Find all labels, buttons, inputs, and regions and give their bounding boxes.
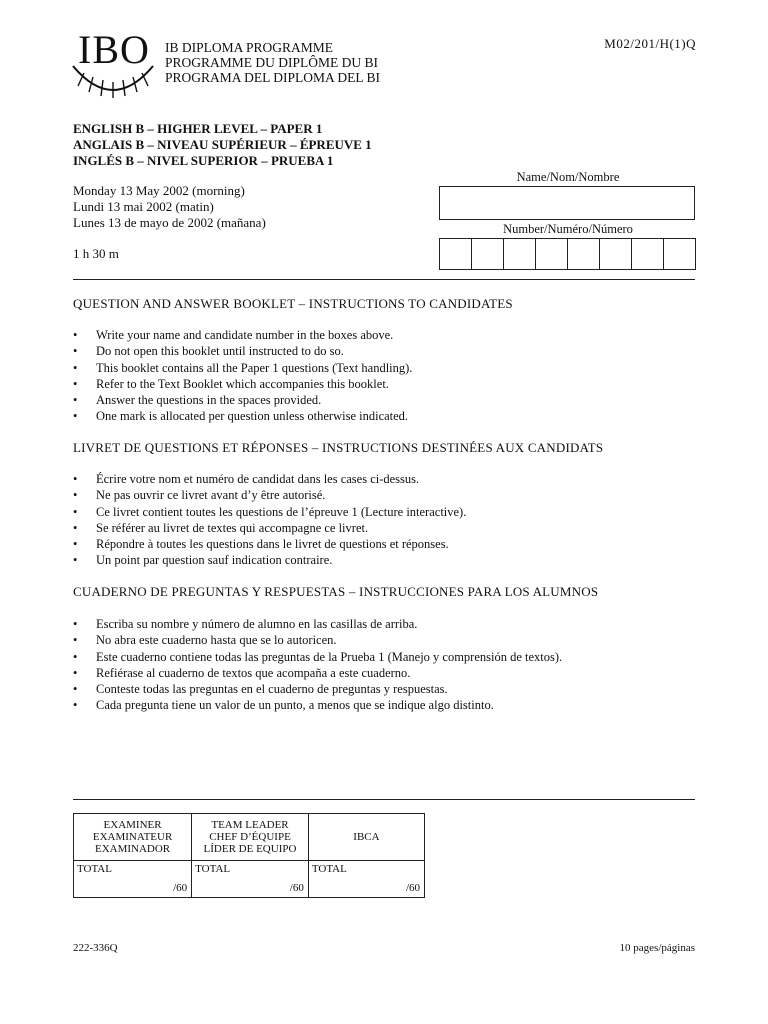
section-title-es: CUADERNO DE PREGUNTAS Y RESPUESTAS – INSTRUCCIONES PARA LOS ALUMNOS <box>73 584 599 599</box>
header-line: CHEF D’ÉQUIPE <box>209 831 291 843</box>
name-label: Name/Nom/Nombre <box>516 170 620 184</box>
total-denominator: /60 <box>289 882 304 894</box>
subject-line-fr: ANGLAIS B – NIVEAU SUPÉRIEUR – ÉPREUVE 1 <box>73 137 372 152</box>
list-item <box>73 360 412 376</box>
list-item-text: Do not open this booklet until instructed to do so. <box>96 344 344 359</box>
team-leader-header <box>192 814 309 861</box>
bullet-icon: • <box>73 344 78 359</box>
number-cell[interactable] <box>632 239 664 269</box>
bullet-icon: • <box>73 504 78 519</box>
header-line: EXAMINADOR <box>94 843 171 855</box>
number-cell[interactable] <box>504 239 536 269</box>
subject-line-es: INGLÉS B – NIVEL SUPERIOR – PRUEBA 1 <box>73 153 334 168</box>
bullet-icon: • <box>73 520 78 535</box>
bullet-icon: • <box>73 488 78 503</box>
list-item <box>73 392 412 408</box>
candidate-number-field[interactable] <box>439 238 696 270</box>
header-line: IBCA <box>353 831 380 843</box>
list-item-text: Refiérase al cuaderno de textos que acompaña a este cuaderno. <box>96 665 411 680</box>
ibo-logo-arc <box>70 62 156 102</box>
list-item <box>73 632 562 648</box>
subject-titles <box>73 121 372 169</box>
bullet-icon: • <box>73 633 78 648</box>
marks-table <box>73 813 425 898</box>
list-item-text: Cada pregunta tiene un valor de un punto, a menos que se indique algo distinto. <box>96 698 494 713</box>
table-row <box>74 861 425 898</box>
bullet-icon: • <box>73 537 78 552</box>
header-line: EXAMINATEUR <box>92 831 173 843</box>
exam-duration: 1 h 30 m <box>73 246 119 261</box>
programme-line-fr: PROGRAMME DU DIPLÔME DU BI <box>165 55 379 70</box>
date-line-fr: Lundi 13 mai 2002 (matin) <box>73 199 214 214</box>
list-item <box>73 520 466 536</box>
header-line: TEAM LEADER <box>211 819 289 831</box>
instructions-list-es <box>73 616 562 714</box>
list-item <box>73 408 412 424</box>
footer-divider <box>73 799 695 800</box>
list-item-text: Écrire votre nom et numéro de candidat dans les cases ci-dessus. <box>96 472 420 486</box>
total-label: TOTAL <box>311 863 347 875</box>
number-cell[interactable] <box>568 239 600 269</box>
bullet-icon: • <box>73 617 78 631</box>
bullet-icon: • <box>73 409 78 424</box>
footer-code: 222-336Q <box>73 942 118 954</box>
header-line: EXAMINER <box>103 819 162 831</box>
ibca-header <box>308 814 424 861</box>
ibo-logo: IBO <box>78 27 150 72</box>
list-item <box>73 681 562 697</box>
list-item-text: Este cuaderno contiene todas las preguntas de la Prueba 1 (Manejo y comprensión de textos). <box>96 649 563 664</box>
header-line: LÍDER DE EQUIPO <box>203 843 297 855</box>
list-item <box>73 327 412 343</box>
bullet-icon: • <box>73 376 78 391</box>
date-line-es: Lunes 13 de mayo de 2002 (mañana) <box>73 215 266 230</box>
bullet-icon: • <box>73 393 78 408</box>
bullet-icon: • <box>73 682 78 697</box>
list-item <box>73 552 466 568</box>
list-item <box>73 665 562 681</box>
examiner-header <box>74 814 192 861</box>
number-cell[interactable] <box>664 239 696 269</box>
bullet-icon: • <box>73 553 78 568</box>
total-denominator: /60 <box>405 882 420 894</box>
section-title-en: QUESTION AND ANSWER BOOKLET – INSTRUCTIONS TO CANDIDATES <box>73 296 513 311</box>
programme-line-es: PROGRAMA DEL DIPLOMA DEL BI <box>165 70 381 85</box>
list-item <box>73 471 466 487</box>
paper-code: M02/201/H(1)Q <box>604 36 696 51</box>
list-item-text: One mark is allocated per question unless otherwise indicated. <box>96 409 409 424</box>
total-denominator: /60 <box>173 882 188 894</box>
number-label: Number/Numéro/Número <box>503 222 633 236</box>
exam-dates <box>73 183 266 231</box>
list-item <box>73 504 466 520</box>
team-leader-total-cell[interactable] <box>192 861 309 898</box>
bullet-icon: • <box>73 649 78 664</box>
list-item <box>73 487 466 503</box>
list-item <box>73 697 562 713</box>
bullet-icon: • <box>73 698 78 713</box>
instructions-list-en <box>73 327 412 425</box>
list-item-text: Un point par question sauf indication contraire. <box>96 553 333 568</box>
list-item <box>73 376 412 392</box>
ibca-total-cell[interactable] <box>308 861 424 898</box>
list-item <box>73 616 562 632</box>
list-item <box>73 649 562 665</box>
number-cell[interactable] <box>440 239 472 269</box>
programme-names <box>165 40 380 85</box>
header-divider <box>73 279 695 280</box>
number-cell[interactable] <box>600 239 632 269</box>
footer-pages: 10 pages/páginas <box>619 942 695 954</box>
list-item-text: Ne pas ouvrir ce livret avant d’y être autorisé. <box>96 488 326 503</box>
list-item-text: Conteste todas las preguntas en el cuaderno de preguntas y respuestas. <box>96 682 448 697</box>
list-item-text: Escriba su nombre y número de alumno en las casillas de arriba. <box>96 617 418 631</box>
subject-line-en: ENGLISH B – HIGHER LEVEL – PAPER 1 <box>73 121 323 136</box>
programme-line-en: IB DIPLOMA PROGRAMME <box>165 40 334 55</box>
examiner-total-cell[interactable] <box>74 861 192 898</box>
list-item <box>73 343 412 359</box>
list-item-text: Refer to the Text Booklet which accompanies this booklet. <box>96 376 389 391</box>
list-item-text: Répondre à toutes les questions dans le livret de questions et réponses. <box>96 537 449 552</box>
number-cell[interactable] <box>472 239 504 269</box>
name-field[interactable] <box>439 186 695 220</box>
instructions-list-fr <box>73 471 466 569</box>
section-title-fr: LIVRET DE QUESTIONS ET RÉPONSES – INSTRUCTIONS DESTINÉES AUX CANDIDATS <box>73 440 604 455</box>
list-item-text: Se référer au livret de textes qui accompagne ce livret. <box>96 520 369 535</box>
list-item-text: No abra este cuaderno hasta que se lo autoricen. <box>96 633 337 648</box>
table-row <box>74 814 425 861</box>
number-cell[interactable] <box>536 239 568 269</box>
list-item-text: Write your name and candidate number in the boxes above. <box>96 328 394 342</box>
total-label: TOTAL <box>77 863 112 875</box>
bullet-icon: • <box>73 360 78 375</box>
list-item <box>73 536 466 552</box>
bullet-icon: • <box>73 665 78 680</box>
bullet-icon: • <box>73 472 78 486</box>
list-item-text: Answer the questions in the spaces provided. <box>96 393 322 408</box>
total-label: TOTAL <box>195 863 231 875</box>
list-item-text: This booklet contains all the Paper 1 questions (Text handling). <box>96 360 413 375</box>
bullet-icon: • <box>73 328 78 342</box>
list-item-text: Ce livret contient toutes les questions de l’épreuve 1 (Lecture interactive). <box>96 504 467 519</box>
date-line-en: Monday 13 May 2002 (morning) <box>73 183 245 198</box>
